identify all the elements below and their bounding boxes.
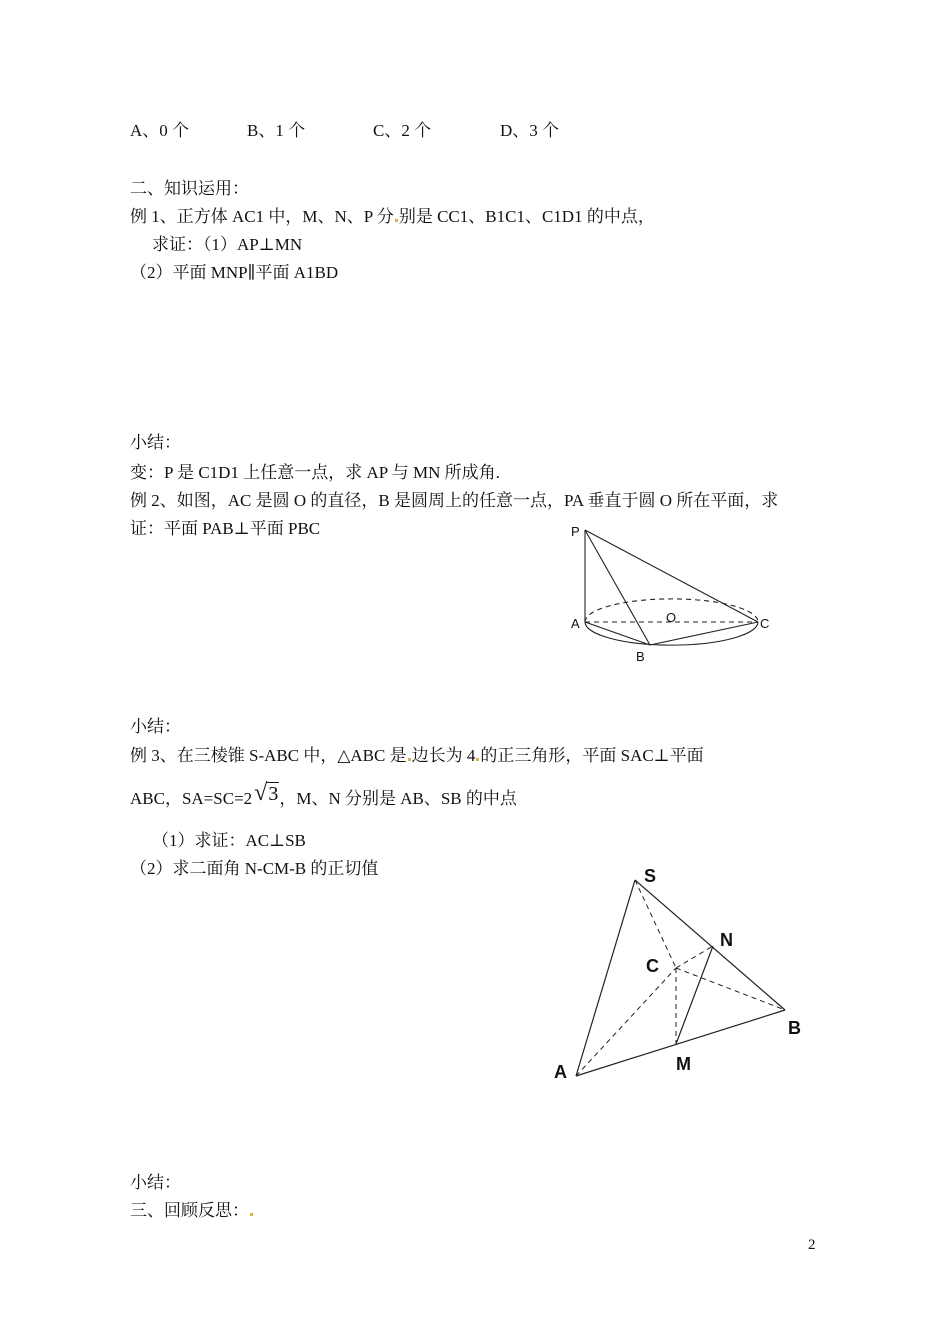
example1-text-b: 别是 CC1、B1C1、C1D1 的中点，	[398, 207, 655, 226]
example3-text-c: 的正三角形，平面 SAC⊥平面	[480, 746, 704, 765]
variant-question: 变：P 是 C1D1 上任意一点，求 AP 与 MN 所成角.	[130, 463, 500, 482]
section-heading-review	[130, 1200, 254, 1222]
example1-statement	[130, 206, 655, 228]
option-d: D、3 个	[500, 121, 560, 140]
option-a: A、0 个	[130, 121, 190, 140]
example3-question-2: （2）求二面角 N-CM-B 的正切值	[130, 859, 379, 878]
example3-text-e: ，M、N 分别是 AB、SB 的中点	[279, 789, 517, 808]
inline-dot	[250, 1213, 253, 1216]
example3-text-a: 例 3、在三棱锥 S-ABC 中，△ABC 是	[130, 746, 407, 765]
summary-label-3: 小结：	[130, 1173, 181, 1192]
segment-bc	[650, 622, 758, 645]
summary-label-1: 小结：	[130, 433, 181, 452]
label-p: P	[571, 524, 580, 539]
example3-statement-line1	[130, 745, 704, 767]
edge-sb	[635, 880, 785, 1010]
inline-dot	[408, 758, 411, 761]
example1-text-a: 例 1、正方体 AC1 中，M、N、P 分	[130, 207, 394, 226]
example1-prove-1: 求证：（1）AP⊥MN	[152, 235, 303, 254]
example2-statement-line2: 证：平面 PAB⊥平面 PBC	[130, 519, 321, 538]
section-review-text: 三、回顾反思：	[130, 1201, 249, 1220]
example3-text-b: 边长为 4	[411, 746, 476, 765]
summary-label-2: 小结：	[130, 717, 181, 736]
example3-statement-line2	[130, 782, 517, 810]
edge-sa	[576, 880, 635, 1076]
label-n: N	[720, 930, 733, 950]
example3-text-d: ABC，SA=SC=2	[130, 789, 253, 808]
circle-front-arc	[585, 622, 758, 645]
segment-ab	[585, 622, 650, 645]
option-c: C、2 个	[373, 121, 432, 140]
sqrt-expression: √3	[254, 780, 279, 806]
circle-cone-figure	[560, 515, 790, 670]
segment-mn	[676, 946, 713, 1044]
label-a: A	[571, 616, 580, 631]
label-a: A	[554, 1062, 567, 1082]
segment-cn	[676, 946, 713, 968]
example3-question-1: （1）求证：AC⊥SB	[152, 831, 306, 850]
label-c: C	[646, 956, 659, 976]
label-m: M	[676, 1054, 691, 1074]
edge-cb	[676, 968, 785, 1010]
label-s: S	[644, 866, 657, 886]
example1-prove-2: （2）平面 MNP∥平面 A1BD	[130, 263, 339, 282]
label-c: C	[760, 616, 770, 631]
label-b: B	[636, 649, 645, 664]
page-number: 2	[808, 1237, 816, 1253]
option-b: B、1 个	[247, 121, 306, 140]
example2-statement-line1: 例 2、如图，AC 是圆 O 的直径，B 是圆周上的任意一点，PA 垂直于圆 O 所在平面，求	[130, 491, 779, 510]
edge-sc	[635, 880, 676, 968]
label-o: O	[666, 610, 677, 625]
inline-dot	[476, 758, 479, 761]
label-b: B	[788, 1018, 801, 1038]
inline-dot	[395, 219, 398, 222]
section-heading-knowledge: 二、知识运用：	[130, 179, 249, 198]
sqrt-radicand: 3	[268, 783, 279, 805]
tetrahedron-figure	[550, 858, 810, 1088]
